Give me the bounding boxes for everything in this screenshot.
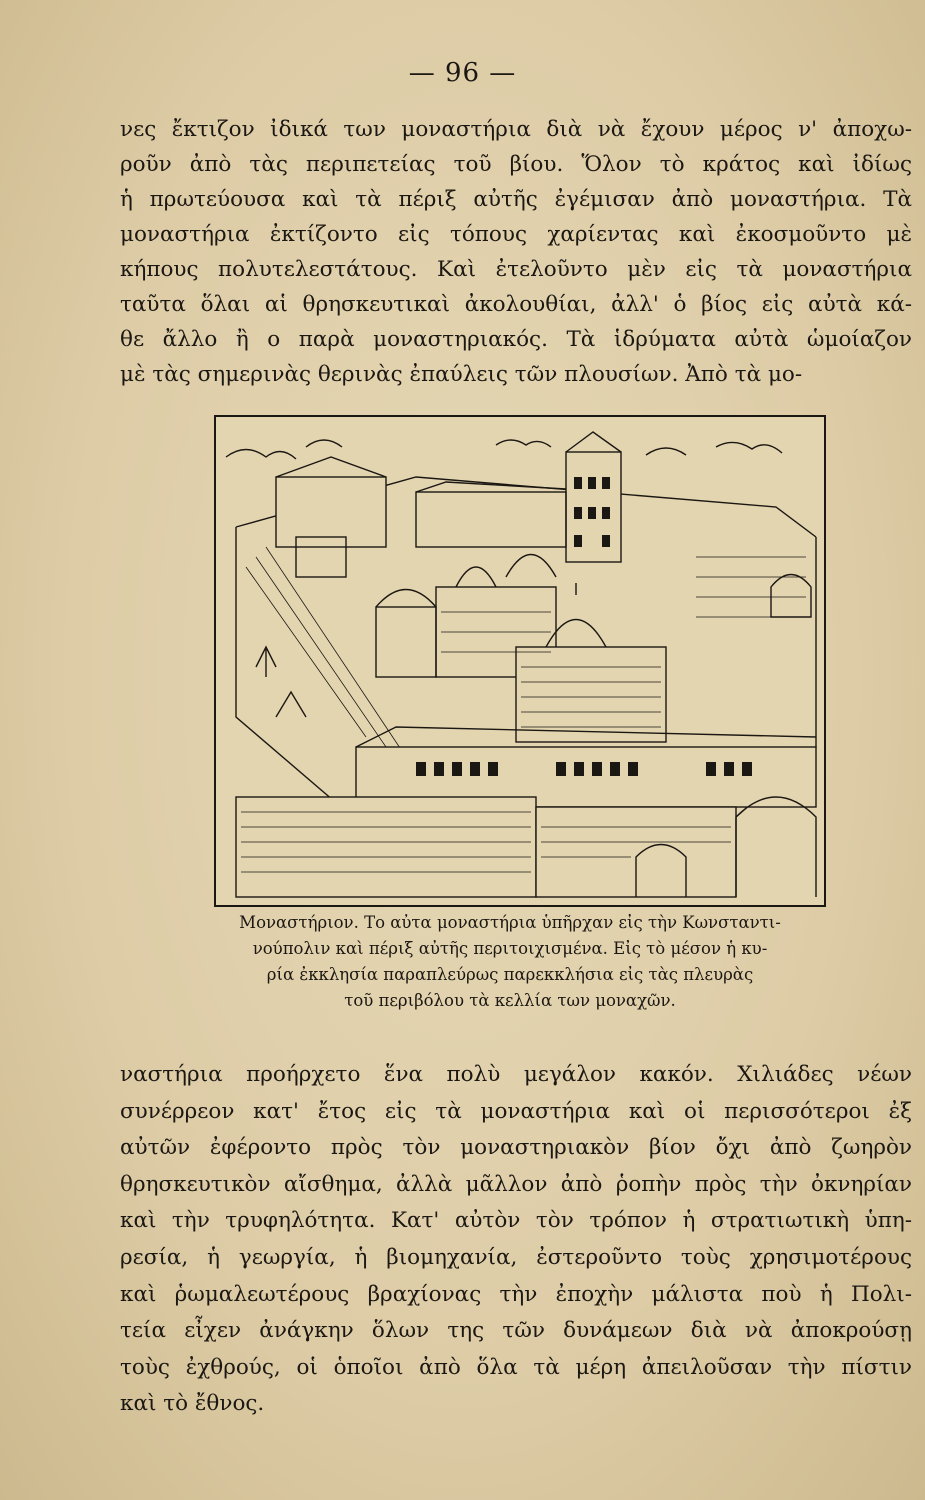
text-line: νες ἔκτιζον ἰδικά των μοναστήρια διὰ νὰ ἔχουν μέρος ν' ἀποχω-	[120, 117, 912, 142]
text-line: καὶ τὴν τρυφηλότητα. Κατ' αὐτὸν τὸν τρόπον ἡ στρατιωτικὴ ὑπη-	[120, 1208, 912, 1234]
caption-line: νούπολιν καὶ πέριξ αὐτῆς περιτοιχισμένα. Εἰς τὸ μέσον ἡ κυ-	[252, 939, 768, 958]
text-line: ρεσία, ἡ γεωργία, ἡ βιομηχανία, ἐστεροῦντο τοὺς χρησιμοτέρους	[120, 1244, 912, 1270]
top-paragraph	[120, 112, 912, 392]
text-line: τοὺς ἐχθρούς, οἱ ὁποῖοι ἀπὸ ὅλα τὰ μέρη ἀπειλοῦσαν τὴν πίστιν	[120, 1354, 912, 1380]
text-line: ναστήρια προήρχετο ἕνα πολὺ μεγάλον κακόν. Χιλιάδες νέων	[120, 1062, 912, 1087]
figure-caption	[180, 910, 840, 1014]
text-line: θρησκευτικὸν αἴσθημα, ἀλλὰ μᾶλλον ἀπὸ ῥοπὴν πρὸς τὴν ὀκνηρίαν	[120, 1171, 912, 1197]
text-line: θε ἄλλο ἢ ο παρὰ μοναστηριακός. Τὰ ἱδρύματα αὐτὰ ὡμοίαζον	[120, 327, 912, 352]
text-line: μοναστήρια ἐκτίζοντο εἰς τόπους χαρίεντας καὶ ἐκοσμοῦντο μὲ	[120, 222, 912, 247]
monastery-engraving	[216, 417, 824, 905]
text-line: ἡ πρωτεύουσα καὶ τὰ πέριξ αὐτῆς ἐγέμισαν ἀπὸ μοναστήρια. Τὰ	[120, 187, 912, 212]
text-line: τεία εἶχεν ἀνάγκην ὅλων της τῶν δυνάμεων διὰ νὰ ἀποκρούσῃ	[120, 1318, 912, 1344]
page-number: — 96 —	[408, 58, 517, 88]
text-line: αὐτῶν ἐφέροντο πρὸς τὸν μοναστηριακὸν βίον ὄχι ἀπὸ ζωηρὸν	[120, 1135, 912, 1161]
text-line: ροῦν ἀπὸ τὰς περιπετείας τοῦ βίου. Ὅλον τὸ κράτος καὶ ἰδίως	[120, 152, 912, 177]
bottom-paragraph	[120, 1057, 912, 1423]
text-line: ταῦτα ὅλαι αἱ θρησκευτικαὶ ἀκολουθίαι, ἀλλ' ὁ βίος εἰς αὐτὰ κά-	[120, 292, 912, 317]
caption-line: Μοναστήριον. Το αὐτα μοναστήρια ὑπῆρχαν εἰς τὴν Κωνσταντι-	[239, 913, 781, 932]
text-line: καὶ τὸ ἔθνος.	[120, 1391, 265, 1417]
caption-line: ρία ἐκκλησία παραπλεύρως παρεκκλήσια εἰς τὰς πλευρὰς	[266, 965, 754, 984]
caption-line: τοῦ περιβόλου τὰ κελλία των μοναχῶν.	[344, 991, 676, 1010]
text-line: κήπους πολυτελεστάτους. Καὶ ἐτελοῦντο μὲν εἰς τὰ μοναστήρια	[120, 257, 912, 282]
text-line: συνέρρεον κατ' ἔτος εἰς τὰ μοναστήρια καὶ οἱ περισσότεροι ἐξ	[120, 1098, 912, 1124]
text-line: καὶ ῥωμαλεωτέρους βραχίονας τὴν ἐποχὴν μάλιστα ποὺ ἡ Πολι-	[120, 1281, 912, 1307]
monastery-illustration	[214, 415, 826, 907]
text-line: μὲ τὰς σημερινὰς θερινὰς ἐπαύλεις τῶν πλουσίων. Ἀπὸ τὰ μο-	[120, 362, 803, 387]
